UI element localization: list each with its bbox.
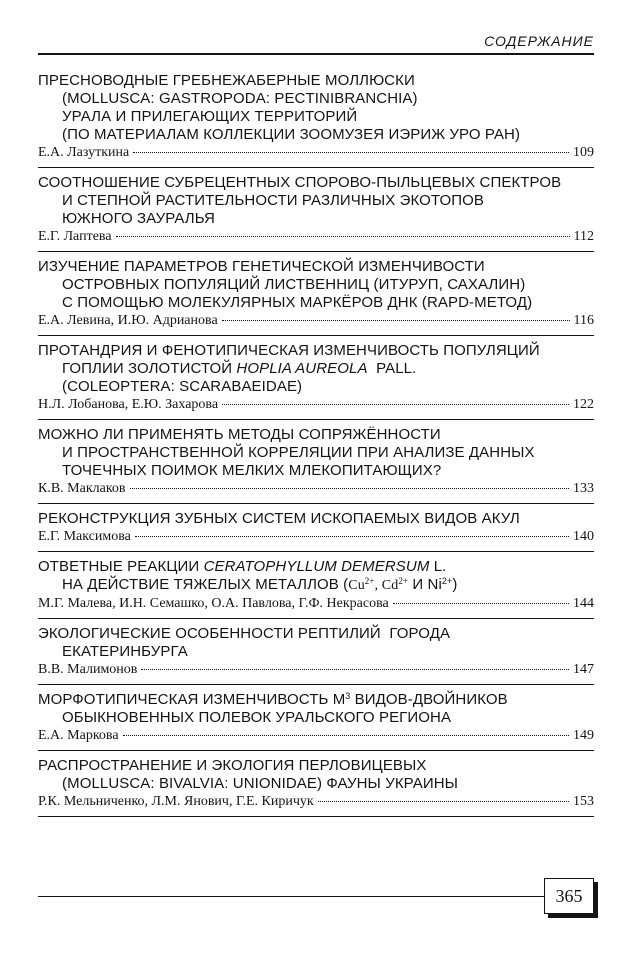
entry-authors: М.Г. Малева, И.Н. Семашко, О.А. Павлова, Г.Ф. Некрасова <box>38 596 389 611</box>
dot-leader <box>130 487 569 489</box>
title-line: ИЗУЧЕНИЕ ПАРАМЕТРОВ ГЕНЕТИЧЕСКОЙ ИЗМЕНЧИВОСТИ <box>38 258 485 275</box>
tooth-index-sup: 3 <box>345 691 351 701</box>
charge-sup: 2+ <box>364 576 375 586</box>
author-row <box>38 228 594 245</box>
dot-leader <box>318 800 569 802</box>
toc-entry <box>38 168 594 252</box>
toc-entry <box>38 252 594 336</box>
entry-authors: К.В. Маклаков <box>38 481 126 496</box>
title-line: СООТНОШЕНИЕ СУБРЕЦЕНТНЫХ СПОРОВО-ПЫЛЬЦЕВЫХ СПЕКТРОВ <box>38 174 562 191</box>
author-row <box>38 144 594 161</box>
author-row <box>38 793 594 810</box>
title-text: ) <box>452 576 458 593</box>
entry-title <box>38 258 594 312</box>
dot-leader <box>393 602 569 604</box>
author-row <box>38 480 594 497</box>
header-rule <box>38 53 594 55</box>
title-line <box>38 576 594 595</box>
author-row <box>38 595 594 612</box>
title-line: РАСПРОСТРАНЕНИЕ И ЭКОЛОГИЯ ПЕРЛОВИЦЕВЫХ <box>38 757 427 774</box>
toc-entry <box>38 552 594 619</box>
toc-entry <box>38 336 594 420</box>
title-line: И СТЕПНОЙ РАСТИТЕЛЬНОСТИ РАЗЛИЧНЫХ ЭКОТОПОВ <box>62 192 484 209</box>
author-row <box>38 396 594 413</box>
entry-authors: Р.К. Мельниченко, Л.М. Янович, Г.Е. Киричук <box>38 794 314 809</box>
entry-page-number: 149 <box>573 728 594 743</box>
author-row <box>38 661 594 678</box>
entry-title <box>38 72 594 144</box>
toc-entry <box>38 751 594 817</box>
title-line: (MOLLUSCA: GASTROPODA: PECTINIBRANCHIA) <box>62 90 418 107</box>
entry-page-number: 116 <box>573 313 594 328</box>
entry-page-number: 147 <box>573 662 594 677</box>
charge-sup: 2+ <box>398 576 409 586</box>
entry-title <box>38 174 594 228</box>
title-text: ВИДОВ-ДВОЙНИКОВ <box>350 691 508 708</box>
entry-page-number: 144 <box>573 596 594 611</box>
title-line: (MOLLUSCA: BIVALVIA: UNIONIDAE) ФАУНЫ УКРАИНЫ <box>62 775 459 792</box>
entry-authors: Е.Г. Лаптева <box>38 229 112 244</box>
toc-entry <box>38 619 594 685</box>
title-line: УРАЛА И ПРИЛЕГАЮЩИХ ТЕРРИТОРИЙ <box>62 108 358 125</box>
title-line: ТОЧЕЧНЫХ ПОИМОК МЕЛКИХ МЛЕКОПИТАЮЩИХ? <box>62 462 442 479</box>
dot-leader <box>116 235 570 237</box>
chem-symbol-ni: И Ni <box>408 576 442 593</box>
entry-authors: Е.Г. Максимова <box>38 529 131 544</box>
title-line <box>38 360 594 378</box>
entry-page-number: 109 <box>573 145 594 160</box>
title-text: L. <box>429 558 447 575</box>
table-of-contents <box>38 66 594 817</box>
entry-title <box>38 426 594 480</box>
toc-entry <box>38 504 594 552</box>
entry-title <box>38 625 594 661</box>
toc-entry <box>38 420 594 504</box>
title-line <box>38 691 594 709</box>
species-name: HOPLIA AUREOLA <box>236 360 368 377</box>
title-line: С ПОМОЩЬЮ МОЛЕКУЛЯРНЫХ МАРКЁРОВ ДНК (RAPD-МЕТОД) <box>62 294 533 311</box>
title-line: ПРОТАНДРИЯ И ФЕНОТИПИЧЕСКАЯ ИЗМЕНЧИВОСТЬ ПОПУЛЯЦИЙ <box>38 342 540 359</box>
dot-leader <box>135 535 569 537</box>
species-name: CERATOPHYLLUM DEMERSUM <box>203 558 430 575</box>
title-line: МОЖНО ЛИ ПРИМЕНЯТЬ МЕТОДЫ СОПРЯЖЁННОСТИ <box>38 426 441 443</box>
title-text: ОТВЕТНЫЕ РЕАКЦИИ <box>38 558 204 575</box>
title-line: (ПО МАТЕРИАЛАМ КОЛЛЕКЦИИ ЗООМУЗЕЯ ИЭРИЖ УРО РАН) <box>62 126 521 143</box>
dot-leader <box>133 151 569 153</box>
dot-leader <box>222 403 569 405</box>
toc-entry <box>38 685 594 751</box>
entry-page-number: 153 <box>573 794 594 809</box>
title-line: (COLEOPTERA: SCARABAEIDAE) <box>62 378 303 395</box>
page-number: 365 <box>544 878 594 914</box>
title-line: И ПРОСТРАНСТВЕННОЙ КОРРЕЛЯЦИИ ПРИ АНАЛИЗЕ ДАННЫХ <box>62 444 535 461</box>
author-row <box>38 312 594 329</box>
title-line: ОБЫКНОВЕННЫХ ПОЛЕВОК УРАЛЬСКОГО РЕГИОНА <box>62 709 452 726</box>
entry-authors: Е.А. Маркова <box>38 728 119 743</box>
entry-authors: Н.Л. Лобанова, Е.Ю. Захарова <box>38 397 219 412</box>
title-line: ЮЖНОГО ЗАУРАЛЬЯ <box>62 210 215 227</box>
entry-page-number: 122 <box>573 397 594 412</box>
charge-sup: 2+ <box>441 576 453 586</box>
author-row <box>38 727 594 744</box>
title-line: ЭКОЛОГИЧЕСКИЕ ОСОБЕННОСТИ РЕПТИЛИЙ ГОРОДА <box>38 625 451 642</box>
toc-entry <box>38 66 594 168</box>
entry-title <box>38 691 594 727</box>
title-line: РЕКОНСТРУКЦИЯ ЗУБНЫХ СИСТЕМ ИСКОПАЕМЫХ ВИДОВ АКУЛ <box>38 510 520 527</box>
entry-title <box>38 510 594 528</box>
section-title: СОДЕРЖАНИЕ <box>484 33 594 49</box>
title-text: МОРФОТИПИЧЕСКАЯ ИЗМЕНЧИВОСТЬ М <box>38 691 346 708</box>
title-line: ПРЕСНОВОДНЫЕ ГРЕБНЕЖАБЕРНЫЕ МОЛЛЮСКИ <box>38 72 415 89</box>
entry-authors: Е.А. Левина, И.Ю. Адрианова <box>38 313 218 328</box>
dot-leader <box>141 668 569 670</box>
dot-leader <box>123 734 569 736</box>
footer-rule <box>38 896 544 897</box>
entry-title <box>38 558 594 595</box>
entry-authors: Е.А. Лазуткина <box>38 145 130 160</box>
entry-page-number: 112 <box>573 229 594 244</box>
title-line: ОСТРОВНЫХ ПОПУЛЯЦИЙ ЛИСТВЕННИЦ (ИТУРУП, САХАЛИН) <box>62 276 526 293</box>
title-line: ЕКАТЕРИНБУРГА <box>62 643 188 660</box>
chem-symbol-cu: $Cu^{2+}$, $Cd^{2+}$ <box>348 576 409 593</box>
entry-title <box>38 757 594 793</box>
dot-leader <box>222 319 570 321</box>
title-text: PALL. <box>367 360 417 377</box>
entry-authors: В.В. Малимонов <box>38 662 138 677</box>
title-text: НА ДЕЙСТВИЕ ТЯЖЕЛЫХ МЕТАЛЛОВ ( <box>62 576 349 593</box>
entry-page-number: 140 <box>573 529 594 544</box>
entry-title <box>38 342 594 396</box>
title-text: ГОПЛИИ ЗОЛОТИСТОЙ <box>62 360 237 377</box>
entry-page-number: 133 <box>573 481 594 496</box>
title-line <box>38 558 594 576</box>
author-row <box>38 528 594 545</box>
